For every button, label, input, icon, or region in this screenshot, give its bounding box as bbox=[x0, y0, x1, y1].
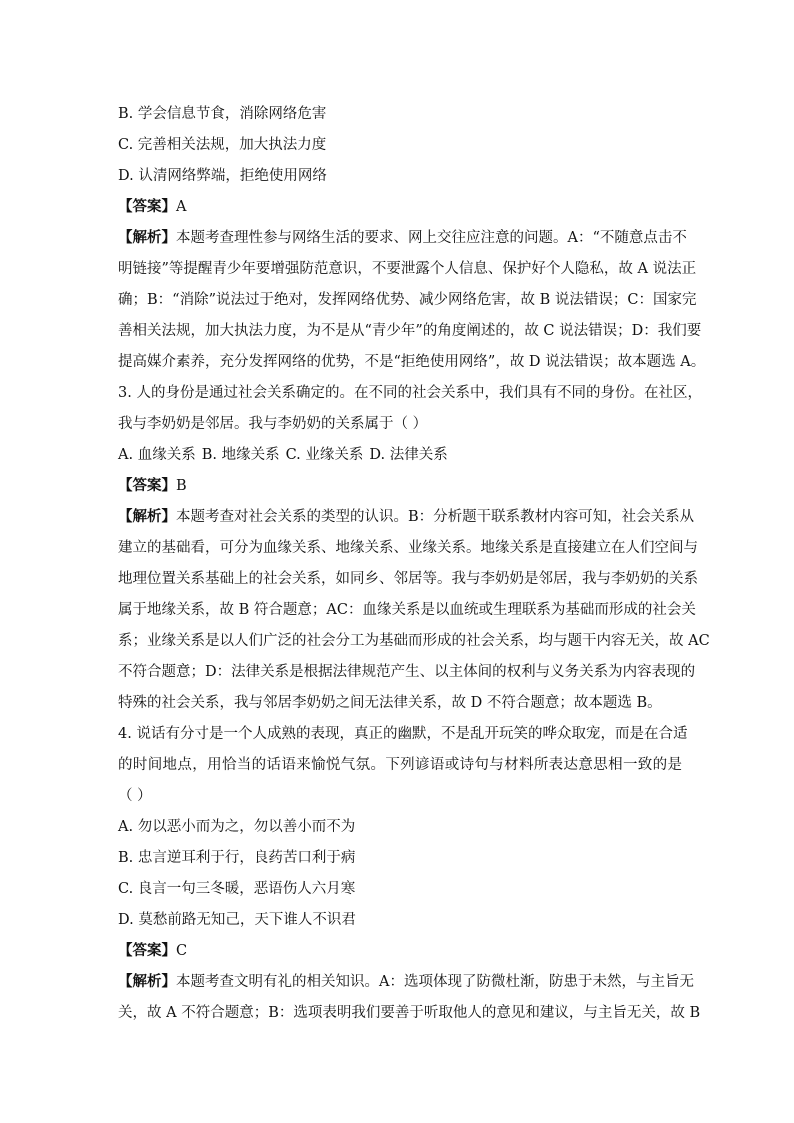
q3-analysis-line: 【解析】本题考查对社会关系的类型的认识。B：分析题干联系教材内容可知，社会关系从 bbox=[118, 509, 695, 525]
q4-stem-line: 的时间地点，用恰当的话语来愉悦气氛。下列谚语或诗句与材料所表达意思相一致的是 bbox=[118, 757, 682, 773]
q3-analysis-line: 地理位置关系基础上的社会关系，如同乡、邻居等。我与李奶奶是邻居，我与李奶奶的关系 bbox=[118, 571, 698, 587]
q3-option-c: C. 业缘关系 bbox=[285, 447, 364, 463]
q4-analysis-line: 关，故 A 不符合题意；B：选项表明我们要善于听取他人的意见和建议，与主旨无关，故 B bbox=[118, 1005, 701, 1021]
q3-analysis-line: 建立的基础看，可分为血缘关系、地缘关系、业缘关系。地缘关系是直接建立在人们空间与 bbox=[118, 540, 698, 556]
q4-option-d: D. 莫愁前路无知己，天下谁人不识君 bbox=[118, 912, 356, 928]
q3-stem-line: 3. 人的身份是通过社会关系确定的。在不同的社会关系中，我们具有不同的身份。在社区， bbox=[118, 385, 702, 401]
analysis-tag: 【解析】 bbox=[118, 974, 176, 990]
q3-option-d: D. 法律关系 bbox=[369, 447, 448, 463]
q2-analysis-line: 提高媒介素养，充分发挥网络的优势，不是“拒绝使用网络”，故 D 说法错误；故本题选 A。 bbox=[118, 354, 706, 370]
q3-analysis-line: 属于地缘关系，故 B 符合题意；AC：血缘关系是以血统或生理联系为基础而形成的社会关 bbox=[118, 602, 696, 618]
q2-analysis-line: 善相关法规，加大执法力度，为不是从“青少年”的角度阐述的，故 C 说法错误；D：我们要 bbox=[118, 323, 702, 339]
q4-option-b: B. 忠言逆耳利于行，良药苦口利于病 bbox=[118, 850, 356, 866]
answer-tag: 【答案】 bbox=[118, 478, 176, 494]
answer-tag: 【答案】 bbox=[118, 199, 176, 215]
answer-value: B bbox=[176, 478, 187, 494]
q4-answer bbox=[118, 936, 682, 967]
q2-option-d: D. 认清网络弊端，拒绝使用网络 bbox=[118, 168, 327, 184]
q2-analysis-line: 确；B：“消除”说法过于绝对，发挥网络优势、减少网络危害，故 B 说法错误；C：国家完 bbox=[118, 292, 697, 308]
answer-value: A bbox=[176, 199, 187, 215]
q2-analysis-line: 明链接”等提醒青少年要增强防范意识，不要泄露个人信息、保护好个人隐私，故 A 说法正 bbox=[118, 261, 697, 277]
q2-option-c: C. 完善相关法规，加大执法力度 bbox=[118, 137, 327, 153]
q3-option-a: A. 血缘关系 bbox=[118, 447, 196, 463]
q2-analysis-line: 【解析】本题考查理性参与网络生活的要求、网上交往应注意的问题。A：“不随意点击不 bbox=[118, 230, 687, 246]
q3-analysis-line: 不符合题意；D：法律关系是根据法律规范产生、以主体间的权利与义务关系为内容表现的 bbox=[118, 664, 696, 680]
q4-option-a: A. 勿以恶小而为之，勿以善小而不为 bbox=[118, 819, 356, 835]
answer-value: C bbox=[176, 943, 188, 959]
q4-analysis-line: 【解析】本题考查文明有礼的相关知识。A：选项体现了防微杜渐，防患于未然，与主旨无 bbox=[118, 974, 694, 990]
analysis-tag: 【解析】 bbox=[118, 509, 176, 525]
q4-stem-line: （ ） bbox=[118, 788, 152, 804]
q3-analysis-line: 特殊的社会关系，我与邻居李奶奶之间无法律关系，故 D 不符合题意；故本题选 B。 bbox=[118, 695, 662, 711]
q3-option-b: B. 地缘关系 bbox=[201, 447, 280, 463]
answer-tag: 【答案】 bbox=[118, 943, 176, 959]
q2-option-b: B. 学会信息节食，消除网络危害 bbox=[118, 106, 327, 122]
q3-options bbox=[118, 440, 682, 471]
q4-stem-line: 4. 说话有分寸是一个人成熟的表现，真正的幽默，不是乱开玩笑的哗众取宠，而是在合适 bbox=[118, 726, 688, 742]
q2-answer bbox=[118, 192, 682, 223]
q3-stem-line: 我与李奶奶是邻居。我与李奶奶的关系属于（ ） bbox=[118, 416, 428, 432]
q3-answer bbox=[118, 471, 682, 502]
analysis-tag: 【解析】 bbox=[118, 230, 176, 246]
q4-option-c: C. 良言一句三冬暖，恶语伤人六月寒 bbox=[118, 881, 356, 897]
document-page bbox=[118, 99, 710, 1029]
q3-analysis-line: 系；业缘关系是以人们广泛的社会分工为基础而形成的社会关系，均与题干内容无关，故 AC bbox=[118, 633, 710, 649]
